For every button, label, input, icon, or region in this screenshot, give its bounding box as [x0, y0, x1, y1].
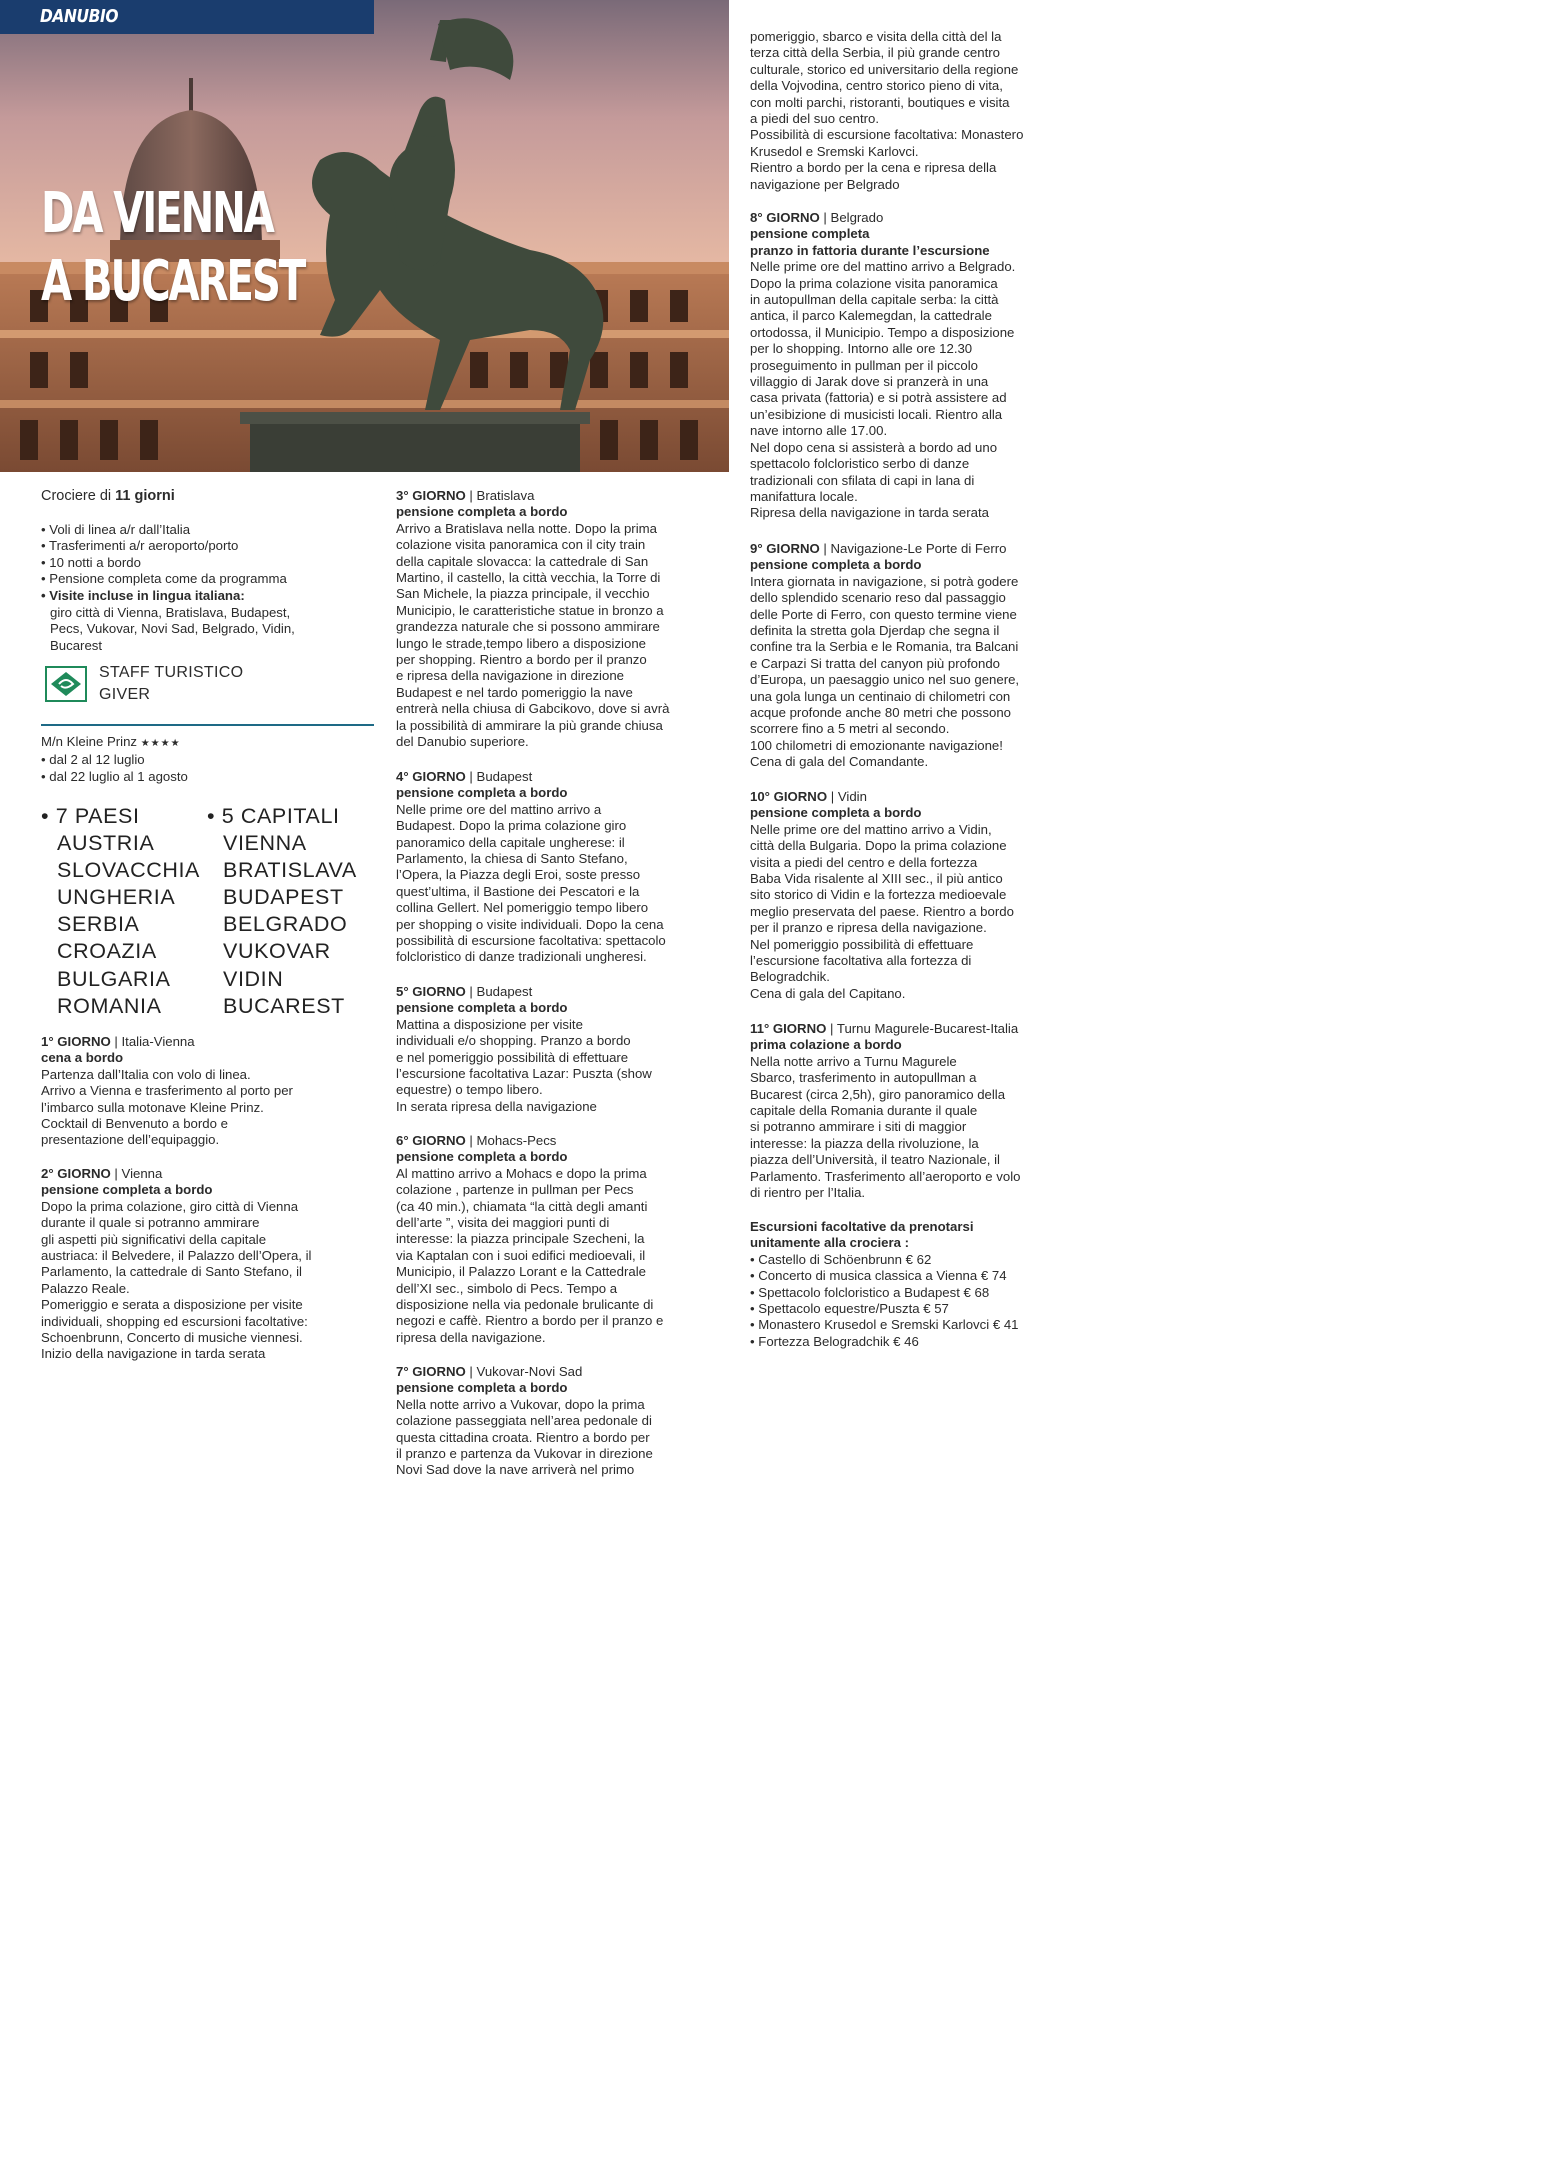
list-item: BULGARIA — [57, 966, 171, 991]
list-item: UNGHERIA — [57, 885, 176, 910]
capitals-list: • 5 CAPITALI VIENNA BRATISLAVA BUDAPEST BELGRADO VUKOVAR VIDIN BUCAREST — [207, 803, 373, 1020]
day-text: Dopo la prima colazione, giro città di Vienna durante il quale si potranno ammirare gli aspetti più significativi della capitale austriaca: il Belvedere, il Palazzo dell’Opera, il Parlamento, la cattedrale di Santo Stefano, il Palazzo Reale. Pomeriggio e serata a disposizione per visite individuali, shopping ed escursioni facoltative: Schoenbrunn, Concerto di musiche viennesi. Inizio della navigazione in tarda serata — [41, 1198, 312, 1362]
day-board: pensione completa pranzo in fattoria durante l’escursione — [750, 226, 990, 258]
cruise-intro — [41, 487, 376, 505]
list-item: BRATISLAVA — [223, 858, 357, 883]
staff-line-2: GIVER — [99, 686, 151, 703]
list-item: • Trasferimenti a/r aeroporto/porto — [41, 538, 376, 554]
day-3 — [396, 488, 730, 751]
list-item: • 10 notti a bordo — [41, 555, 376, 571]
day-text: pomeriggio, sbarco e visita della città del la terza città della Serbia, il più grande centro culturale, storico ed universitario della regione della Vojvodina, centro storico pieno di vita, con molti parchi, ristoranti, boutiques e visita a piedi del suo centro. Possibilità di escursione facoltativa: Monastero Krusedol e Sremski Karlovci. Rientro a bordo per la cena e ripresa della navigazione per Belgrado — [750, 29, 1024, 192]
day-board: cena a bordo — [41, 1050, 124, 1066]
day-place: | Vidin — [827, 789, 867, 804]
list-item: • Castello di Schöenbrunn € 62 — [750, 1252, 1095, 1268]
list-item: • Concerto di musica classica a Vienna € 74 — [750, 1268, 1095, 1284]
list-item: • Voli di linea a/r dall’Italia — [41, 522, 376, 538]
list-item: BUDAPEST — [223, 885, 344, 910]
day-number: 7° GIORNO — [396, 1364, 466, 1379]
day-number: 11° GIORNO — [750, 1021, 827, 1036]
list-item: • dal 22 luglio al 1 agosto — [41, 769, 376, 785]
countries-head: 7 PAESI — [55, 804, 140, 828]
day-board: pensione completa a bordo — [396, 1149, 568, 1165]
day-place: | Bratislava — [465, 488, 535, 503]
list-item: • Monastero Krusedol e Sremski Karlovci € 41 — [750, 1317, 1095, 1333]
day-text: Nella notte arrivo a Turnu Magurele Sbarco, trasferimento in autopullman a Bucarest (circa 2,5h), giro panoramico della capitale della Romania durante il quale si potranno ammirare i siti di maggior interesse: la piazza della rivoluzione, la piazza dell’Università, il teatro Nazionale, il Parlamento. Trasferimento all’aeroporto e volo di rientro per l’Italia. — [750, 1053, 1021, 1201]
day-board: pensione completa a bordo — [396, 1000, 568, 1016]
day-place: | Navigazione-Le Porte di Ferro — [819, 541, 1007, 556]
page-title — [41, 180, 304, 316]
day-11 — [750, 1021, 1095, 1201]
list-item: VUKOVAR — [223, 939, 331, 964]
ship-name: M/n Kleine Prinz — [41, 734, 138, 749]
cruise-prefix: Crociere di — [41, 488, 116, 504]
day-number: 4° GIORNO — [396, 769, 466, 784]
excursions-title: Escursioni facoltative da prenotarsi unitamente alla crociera : — [750, 1219, 974, 1251]
list-item: BELGRADO — [223, 912, 348, 937]
section-tag-label: DANUBIO — [40, 6, 119, 27]
day-number: 5° GIORNO — [396, 984, 466, 999]
day-number: 2° GIORNO — [41, 1166, 111, 1181]
day-place: | Budapest — [465, 984, 533, 999]
day-4 — [396, 769, 730, 966]
list-item: SERBIA — [57, 912, 140, 937]
destinations — [41, 803, 373, 1020]
day-place: | Mohacs-Pecs — [465, 1133, 557, 1148]
day-1 — [41, 1034, 376, 1149]
day-8 — [750, 210, 1095, 522]
list-item: • dal 2 al 12 luglio — [41, 752, 376, 768]
optional-excursions — [750, 1219, 1095, 1350]
cruise-days: 11 giorni — [115, 488, 175, 504]
title-line-1: DA VIENNA — [41, 181, 273, 246]
day-board: pensione completa a bordo — [41, 1182, 213, 1198]
day-text: Nella notte arrivo a Vukovar, dopo la prima colazione passeggiata nell’area pedonale di questa cittadina croata. Rientro a bordo per il pranzo e partenza da Vukovar in direzione Novi Sad dove la nave arriverà nel primo — [396, 1396, 653, 1478]
day-board: pensione completa a bordo — [396, 785, 568, 801]
list-item: • Spettacolo folcloristico a Budapest € 68 — [750, 1285, 1095, 1301]
day-text: Mattina a disposizione per visite individuali e/o shopping. Pranzo a bordo e nel pomeriggio possibilità di effettuare l’escursione facoltativa Lazar: Puszta (show equestre) o tempo libero. In serata ripresa della navigazione — [396, 1016, 652, 1114]
day-10 — [750, 789, 1095, 1002]
day-text: Nelle prime ore del mattino arrivo a Vidin, città della Bulgaria. Dopo la prima colazione visita a piedi del centro e della fortezza Baba Vida risalente al XIII sec., il più antico sito storico di Vidin e la fortezza medioevale meglio preservata del paese. Rientro a bordo per il pranzo e ripresa della navigazione. Nel pomeriggio possibilità di effettuare l’escursione facoltativa alla fortezza di Belogradchik. Cena di gala del Capitano. — [750, 821, 1014, 1001]
day-7 — [396, 1364, 730, 1479]
title-line-2: A BUCAREST — [41, 249, 305, 314]
hero-image — [0, 0, 729, 472]
day-text: Al mattino arrivo a Mohacs e dopo la prima colazione , partenze in pullman per Pecs (ca 40 min.), chiamata “la città degli amanti dell’arte ”, visita dei maggiori punti di interesse: la piazza principale Szecheni, la via Kaptalan con i suoi edifici medioevali, il Municipio, il Palazzo Lorant e la Cattedrale dell’XI sec., simbolo di Pecs. Tempo a disposizione nella via pedonale brulicante di negozi e caffè. Rientro a bordo per il pranzo e ripresa della navigazione. — [396, 1165, 664, 1345]
day-board: prima colazione a bordo — [750, 1037, 902, 1053]
day-9 — [750, 541, 1095, 771]
list-item: BUCAREST — [223, 993, 345, 1018]
day-place: | Turnu Magurele-Bucarest-Italia — [826, 1021, 1019, 1036]
day-number: 3° GIORNO — [396, 488, 466, 503]
day-place: | Budapest — [465, 769, 533, 784]
visits-text: giro città di Vienna, Bratislava, Budapest, Pecs, Vukovar, Novi Sad, Belgrado, Vidin, Bucarest — [50, 605, 295, 653]
list-item: CROAZIA — [57, 939, 157, 964]
day-board: pensione completa a bordo — [396, 504, 568, 520]
staff-badge — [45, 662, 243, 706]
day-place: | Vukovar-Novi Sad — [465, 1364, 583, 1379]
ship-info — [41, 734, 376, 785]
list-item: VIENNA — [223, 831, 307, 856]
day-text: Intera giornata in navigazione, si potrà godere dello splendido scenario reso dal passaggio delle Porte di Ferro, con questo termine viene definita la stretta gola Djerdap che segna il confine tra la Serbia e le Romania, tra Balcani e Carpazi Si tratta del canyon più profondo d’Europa, un paesaggio unico nel suo genere, una gola lunga un centinaio di chilometri con acque profonde anche 80 metri che possono scorrere fino a 5 metri al secondo. 100 chilometri di emozionante navigazione! Cena di gala del Comandante. — [750, 573, 1020, 770]
countries-list: • 7 PAESI AUSTRIA SLOVACCHIA UNGHERIA SERBIA CROAZIA BULGARIA ROMANIA — [41, 803, 207, 1020]
day-5 — [396, 984, 730, 1115]
list-item: VIDIN — [223, 966, 284, 991]
list-item: • Pensione completa come da programma — [41, 571, 376, 587]
day-board: pensione completa a bordo — [396, 1380, 568, 1396]
capitals-head: 5 CAPITALI — [221, 804, 340, 828]
section-tag — [0, 0, 374, 34]
day-text: Nelle prime ore del mattino arrivo a Budapest. Dopo la prima colazione giro panoramico della capitale ungherese: il Parlamento, la chiesa di Santo Stefano, l’Opera, la Piazza degli Eroi, soste presso quest’ultima, il Bastione dei Pescatori e la collina Gellert. Nel pomeriggio tempo libero per shopping o visite individuali. Dopo la cena possibilità di escursione facoltativa: spettacolo folcloristico di danze tradizionali ungheresi. — [396, 801, 666, 965]
giver-logo-icon — [45, 666, 87, 702]
day-place: | Vienna — [110, 1166, 163, 1181]
list-item: AUSTRIA — [57, 831, 155, 856]
included-list — [41, 522, 376, 604]
day-text: Arrivo a Bratislava nella notte. Dopo la prima colazione visita panoramica con il city train della capitale slovacca: la cattedrale di San Martino, il castello, la città vecchia, la Torre di San Michele, la piazza principale, il vecchio Municipio, le caratteristiche statue in bronzo a grandezza naturale che si possono ammirare lungo le strade,tempo libero a disposizione per shopping. Rientro a bordo per il pranzo e ripresa della navigazione in direzione Budapest e nel tardo pomeriggio la nave entrerà nella chiusa di Gabcikovo, dove si avrà la possibilità di ammirare la più grande chiusa del Danubio superiore. — [396, 520, 670, 750]
day-number: 6° GIORNO — [396, 1133, 466, 1148]
day-number: 9° GIORNO — [750, 541, 820, 556]
list-item: • Spettacolo equestre/Puszta € 57 — [750, 1301, 1095, 1317]
day-board: pensione completa a bordo — [750, 557, 922, 573]
list-item: SLOVACCHIA — [57, 858, 200, 883]
list-item: ROMANIA — [57, 993, 162, 1018]
day-text: Partenza dall’Italia con volo di linea. Arrivo a Vienna e trasferimento al porto per l’imbarco sulla motonave Kleine Prinz. Cocktail di Benvenuto a bordo e presentazione dell’equipaggio. — [41, 1066, 293, 1148]
rating-stars: ★★★★ — [140, 738, 181, 749]
day-6 — [396, 1133, 730, 1346]
day-board: pensione completa a bordo — [750, 805, 922, 821]
day-place: | Belgrado — [819, 210, 884, 225]
day-number: 1° GIORNO — [41, 1034, 111, 1049]
list-item: • Fortezza Belogradchik € 46 — [750, 1334, 1095, 1350]
day-7-continued — [750, 29, 1095, 193]
list-item: • Visite incluse in lingua italiana: — [41, 588, 376, 604]
staff-line-1: STAFF TURISTICO — [99, 664, 244, 681]
day-number: 10° GIORNO — [750, 789, 828, 804]
day-number: 8° GIORNO — [750, 210, 820, 225]
day-place: | Italia-Vienna — [110, 1034, 195, 1049]
day-text: Nelle prime ore del mattino arrivo a Belgrado. Dopo la prima colazione visita panoramica in autopullman della capitale serba: la città antica, il parco Kalemegdan, la cattedrale ortodossa, il Municipio. Tempo a disposizione per lo shopping. Intorno alle ore 12.30 proseguimento in pullman per il piccolo villaggio di Jarak dove si pranzerà in una casa privata (fattoria) e si potrà assistere ad un’esibizione di musicisti locali. Rientro alla nave intorno alle 17.00. Nel dopo cena si assisterà a bordo ad uno spettacolo folcloristico serbo di danze tradizionali con sfilata di capi in lana di manifattura locale. Ripresa della navigazione in tarda serata — [750, 259, 1016, 521]
divider — [41, 724, 374, 726]
day-2 — [41, 1166, 376, 1363]
